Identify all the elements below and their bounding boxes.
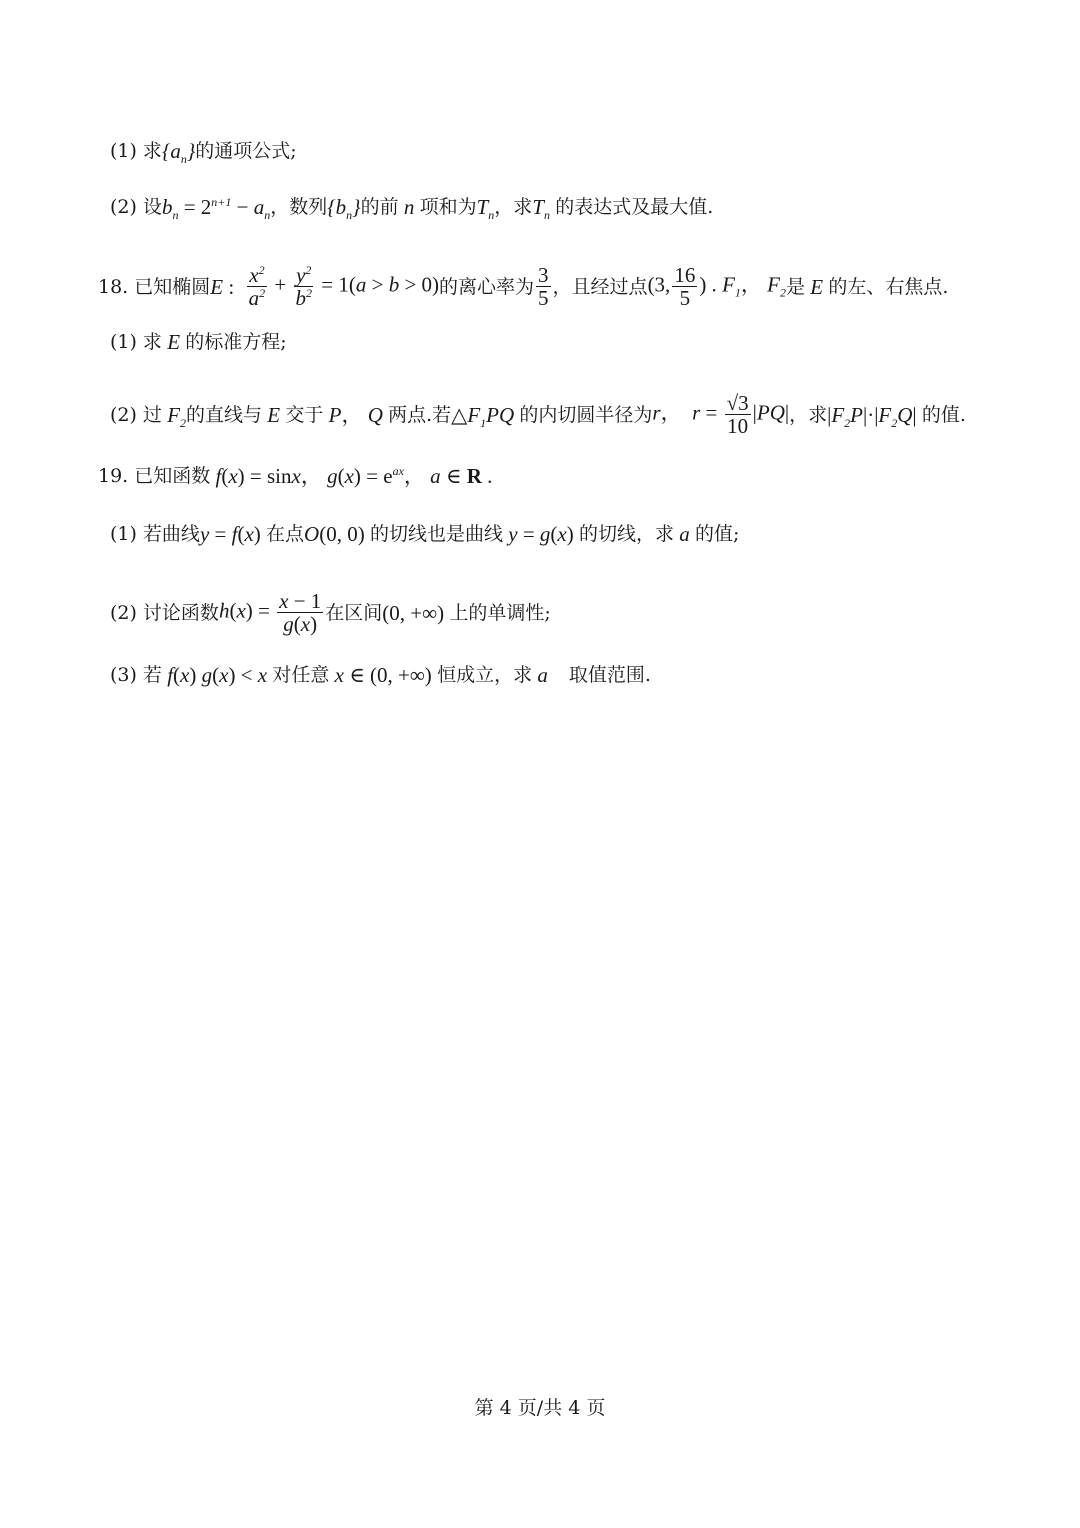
formula-curve-f: y = f(x) [199, 522, 261, 546]
formula-product: $|F_2P|\cdot|F_2Q|$ [827, 402, 917, 430]
q18-number: 18. [98, 275, 129, 298]
page-footer: 第 4 页/共 4 页 [474, 1397, 606, 1419]
formula-ellipse-equation: $\frac{x^2}{a^2}$ + $\frac{y^2}{b^2}$ = 1(a > b > 0) [248, 263, 440, 310]
q19-part1: (1) 若曲线 y = f(x) 在点 O(0, 0) 的切线也是曲线 y = g(x) 的切线，求 a 的值; [110, 522, 740, 546]
formula-E: E : [210, 274, 245, 299]
formula-a: a [679, 522, 690, 546]
q19-number: 19. [98, 465, 129, 487]
formula-E: E [267, 402, 281, 427]
formula-sequence-b: $\{b_n\}$ [327, 195, 361, 223]
formula-inequality: f(x) g(x) < x [167, 663, 268, 687]
formula-functions: f(x) = sinx， $g(x) = e^{ax}$， a ∈ R . [215, 464, 493, 488]
formula-r: r， r = $\frac{√3}{10}$ |PQ| [652, 391, 790, 438]
formula-E: E [167, 330, 181, 354]
q18-stem: 18. 已知椭圆 E : $\frac{x^2}{a^2}$ + $\frac{y^2}{b^2}$ = 1(a > b > 0) 的离心率为 $\frac{3}{5}$ ，且经过点 (3, $\frac{16}{5}$ ) . $F_1$， $F_2$ 是 E 的左、右焦点. [98, 263, 949, 310]
formula-curve-g: y = g(x) [508, 522, 574, 546]
formula-P: P， Q [328, 402, 383, 427]
formula-domain: x ∈ (0, +∞) [334, 663, 432, 687]
formula-Tn: $T_n$ [532, 195, 550, 223]
formula-E: E [810, 274, 824, 299]
q17-part2: (2) 设 $b_n = 2^{n+1} - a_n$ ，数列 $\{b_n\}$ 的前 n 项和为 $T_n$ ，求 $T_n$ 的表达式及最大值. [110, 195, 714, 223]
q18-part2: (2) 过 $F_2$ 的直线与 E 交于 P， Q 两点.若 $\triangle F_1PQ$ 的内切圆半径为 r， r = $\frac{√3}{10}$ |PQ| ，求 $|F_2P|\cdot|F_2Q|$ 的值. [110, 391, 966, 438]
q19-part2-number: (2) [110, 601, 137, 624]
q19-stem: 19. 已知函数 f(x) = sinx， $g(x) = e^{ax}$， a ∈ R . [98, 464, 493, 488]
formula-interval: (0, +∞) [382, 600, 445, 625]
formula-a: a [537, 663, 548, 687]
q18-part2-number: (2) [110, 403, 137, 426]
q19-part3: (3) 若 f(x) g(x) < x 对任意 x ∈ (0, +∞) 恒成立，求 a 取值范围. [110, 663, 651, 687]
q18-part1-number: (1) [110, 331, 137, 353]
q19-part3-number: (3) [110, 664, 137, 686]
q18-part1: (1) 求 E 的标准方程; [110, 330, 287, 354]
formula-point: (3, $\frac{16}{5}$ ) . $F_1$， $F_2$ [647, 263, 786, 310]
q19-part1-number: (1) [110, 523, 137, 545]
formula-eccentricity: $\frac{3}{5}$ [538, 263, 549, 310]
formula-bn-definition: $b_n = 2^{n+1} - a_n$ [161, 195, 271, 223]
formula-Tn: $T_n$ [476, 195, 495, 223]
formula-h: h(x) = $\frac{x - 1}{g(x)}$ [218, 589, 322, 636]
q17-part1-number: (1) [110, 140, 137, 162]
formula-sequence-a: $\{a_n\}$ [161, 139, 196, 167]
formula-n: n [398, 195, 420, 219]
formula-F2: $F_2$ [167, 402, 187, 430]
q17-part1: (1) 求 $\{a_n\}$ 的通项公式; [110, 139, 297, 167]
formula-triangle: $\triangle F_1PQ$ [451, 402, 515, 430]
formula-origin: O(0, 0) [304, 522, 365, 546]
q19-part2: (2) 讨论函数 h(x) = $\frac{x - 1}{g(x)}$ 在区间 (0, +∞) 上的单调性; [110, 589, 551, 636]
q17-part2-number: (2) [110, 196, 137, 218]
